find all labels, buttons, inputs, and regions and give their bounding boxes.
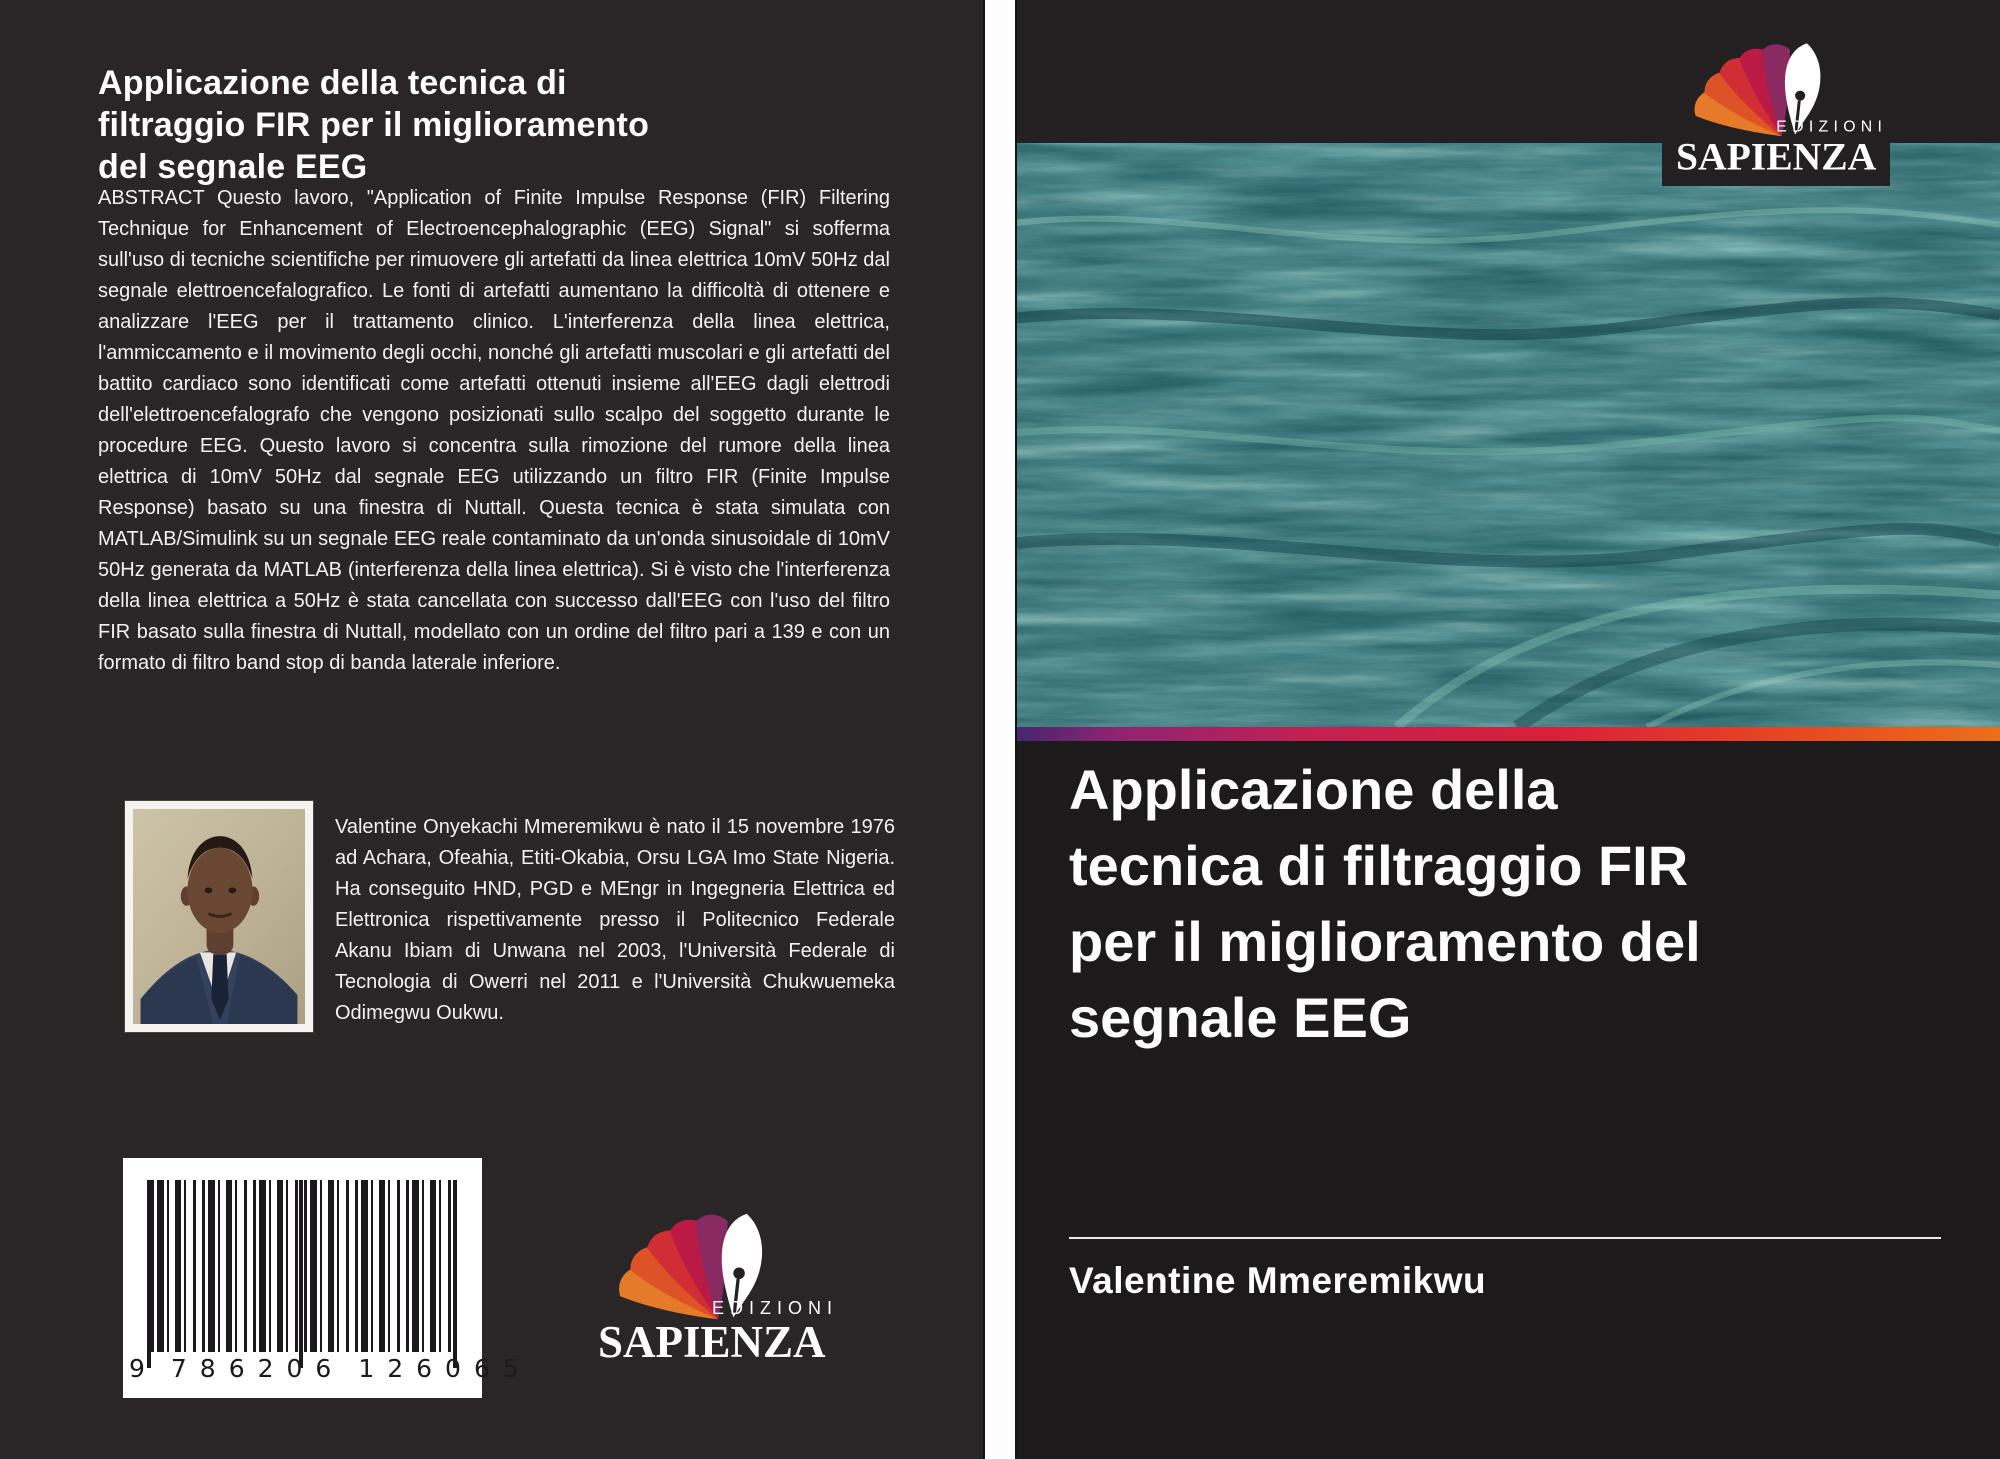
author-bio: Valentine Onyekachi Mmeremikwu è nato il 15 novembre 1976 ad Achara, Ofeahia, Etiti-Okabia, Orsu LGA Imo State Nigeria. Ha conseguito HND, PGD e MEngr in Ingegneria Elettrica ed Elettronica rispettivamente presso il Politecnico Federale Akanu Ibiam di Unwana nel 2003, l'Università Federale di Tecnologia di Owerri nel 2011 e l'Università Chukwuemeka Odimegwu Oukwu. xyxy=(335,816,895,1024)
front-title xyxy=(1069,752,1949,1056)
publisher-logo-back xyxy=(598,1210,838,1370)
barcode xyxy=(123,1158,532,1398)
publisher-name-top: EDIZIONI xyxy=(1776,117,1888,136)
front-title-line: per il miglioramento del xyxy=(1069,910,1701,973)
barcode-digits xyxy=(123,1354,532,1383)
publisher-name-main: SAPIENZA xyxy=(1676,134,1877,179)
back-title xyxy=(98,62,898,188)
back-title-line: del segnale EEG xyxy=(98,148,368,186)
publisher-logo-front xyxy=(1676,40,1887,181)
author-divider-line xyxy=(1069,1237,1941,1239)
front-cover xyxy=(1017,0,2000,1459)
author-photo xyxy=(125,801,313,1032)
author-portrait-illustration xyxy=(133,809,305,1024)
publisher-logo-box xyxy=(1662,0,1890,186)
back-title-line: filtraggio FIR per il miglioramento xyxy=(98,106,650,144)
barcode-guard-bar xyxy=(147,1180,151,1368)
back-title-line: Applicazione della tecnica di xyxy=(98,64,567,102)
back-cover xyxy=(0,0,983,1459)
book-spine xyxy=(983,0,1017,1459)
abstract-text: ABSTRACT Questo lavoro, "Application of Finite Impulse Response (FIR) Filtering Technique for Enhancement of Electroencephalographic (EEG) Signal" si sofferma sull'uso di tecniche scientifiche per rimuovere gli artefatti da linea elettrica 10mV 50Hz dal segnale elettroencefalografico. Le fonti di artefatti aumentano la difficoltà di ottenere e analizzare l'EEG per il trattamento clinico. L'interferenza della linea elettrica, l'ammiccamento e il movimento degli occhi, nonché gli artefatti muscolari e gli artefatti del battito cardiaco sono identificati come artefatti ottenuti insieme all'EEG dagli elettrodi dell'elettroencefalografo che vengono posizionati sullo scalpo del soggetto durante le procedure EEG. Questo lavoro si concentra sulla rimozione del rumore della linea elettrica di 10mV 50Hz dal segnale EEG utilizzando un filtro FIR (Finite Impulse Response) basato su una finestra di Nuttall. Questa tecnica è stata simulata con MATLAB/Simulink su un segnale EEG reale contaminato da un'onda sinusoidale di 10mV 50Hz generata da MATLAB (interferenza della linea elettrica). Si è visto che l'interferenza della linea elettrica a 50Hz è stata cancellata con successo dall'EEG con l'uso del filtro FIR basato sulla finestra di Nuttall, modellato con un ordine del filtro pari a 139 e con un formato di filtro band stop di banda laterale inferiore. xyxy=(98,187,890,674)
publisher-name-main: SAPIENZA xyxy=(598,1317,826,1367)
front-title-line: Applicazione della xyxy=(1069,758,1558,821)
barcode-guard-bar xyxy=(299,1180,303,1368)
front-title-line: tecnica di filtraggio FIR xyxy=(1069,834,1689,897)
cover-art-texture xyxy=(1017,143,2000,727)
barcode-guard-bar xyxy=(453,1180,457,1368)
barcode-digit-group: 9 xyxy=(129,1354,145,1383)
front-author-name: Valentine Mmeremikwu xyxy=(1069,1260,1487,1301)
front-title-line: segnale EEG xyxy=(1069,986,1412,1049)
barcode-digit-group: 126065 xyxy=(358,1354,532,1383)
accent-gradient-stripe xyxy=(1017,727,2000,741)
barcode-digit-group: 786206 xyxy=(170,1354,345,1383)
teal-wood-texture xyxy=(1017,143,2000,727)
publisher-name-top: EDIZIONI xyxy=(711,1298,838,1318)
